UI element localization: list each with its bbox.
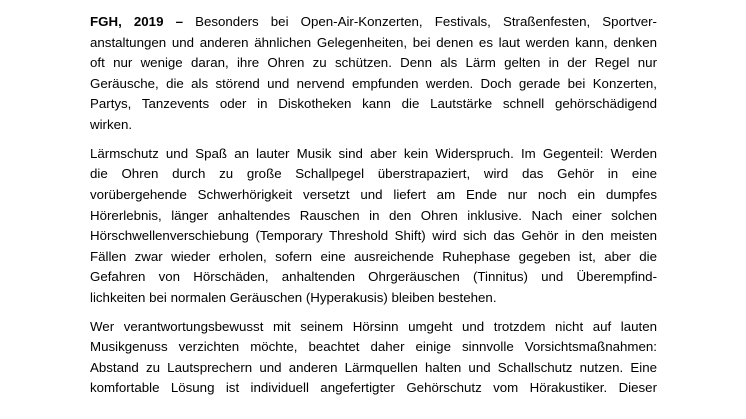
text-line: wirken. xyxy=(90,116,133,132)
text-line: die Ohren durch zu große Schallpegel überstrapaziert, wird das Gehör in eine xyxy=(90,166,657,182)
text-line: Fällen zwar wieder erholen, sofern eine ausreichende Ruhephase gegeben ist, aber die xyxy=(90,248,657,264)
document-body xyxy=(90,12,657,407)
text-line: Abstand zu Lautsprechern und anderen Lärmquellen halten und Schallschutz nutzen. Eine xyxy=(90,359,657,375)
text-line: Hörschwellenverschiebung (Temporary Threshold Shift) wird sich das Gehör in den meisten xyxy=(90,228,657,244)
text-line: lichkeiten bei normalen Geräuschen (Hyperakusis) bleiben bestehen. xyxy=(90,289,497,305)
dateline: FGH, 2019 – xyxy=(90,14,183,29)
text-line: anstaltungen und anderen ähnlichen Gelegenheiten, bei denen es laut werden kann, denken xyxy=(90,34,657,50)
text-line: Wer verantwortungsbewusst mit seinem Hörsinn umgeht und trotzdem nicht auf lauten xyxy=(90,318,657,334)
text-line: vorübergehende Schwerhörigkeit versetzt und liefert am Ende nur noch ein dumpfes xyxy=(90,186,657,202)
paragraph-2 xyxy=(90,144,657,309)
paragraph-3 xyxy=(90,317,657,399)
text-line: Musikgenuss verzichten möchte, beachtet daher einige sinnvolle Vorsichtsmaßnahmen: xyxy=(90,339,657,355)
paragraph-1 xyxy=(90,12,657,136)
text-line xyxy=(90,12,657,33)
text-line: Partys, Tanzevents oder in Diskotheken kann die Lautstärke schnell gehörschädigend xyxy=(90,96,657,112)
text-line: Lärmschutz und Spaß an lauter Musik sind aber kein Widerspruch. Im Gegenteil: Werden xyxy=(90,145,657,161)
text-line: Hörerlebnis, länger anhaltendes Rauschen in den Ohren inklusive. Nach einer solchen xyxy=(90,207,657,223)
text-line: komfortable Lösung ist individuell angefertigter Gehörschutz vom Hörakustiker. Dieser xyxy=(90,380,657,396)
text-line: Geräusche, die als störend und nervend empfunden werden. Doch gerade bei Konzerten, xyxy=(90,75,657,91)
text-line: Gefahren von Hörschäden, anhaltenden Ohrgeräuschen (Tinnitus) und Überempfind- xyxy=(90,269,657,285)
text-line-segment: Besonders bei Open-Air-Konzerten, Festivals, Straßenfesten, Sportver- xyxy=(182,14,657,29)
text-line: oft nur wenige daran, ihre Ohren zu schützen. Denn als Lärm gelten in der Regel nur xyxy=(90,55,657,71)
